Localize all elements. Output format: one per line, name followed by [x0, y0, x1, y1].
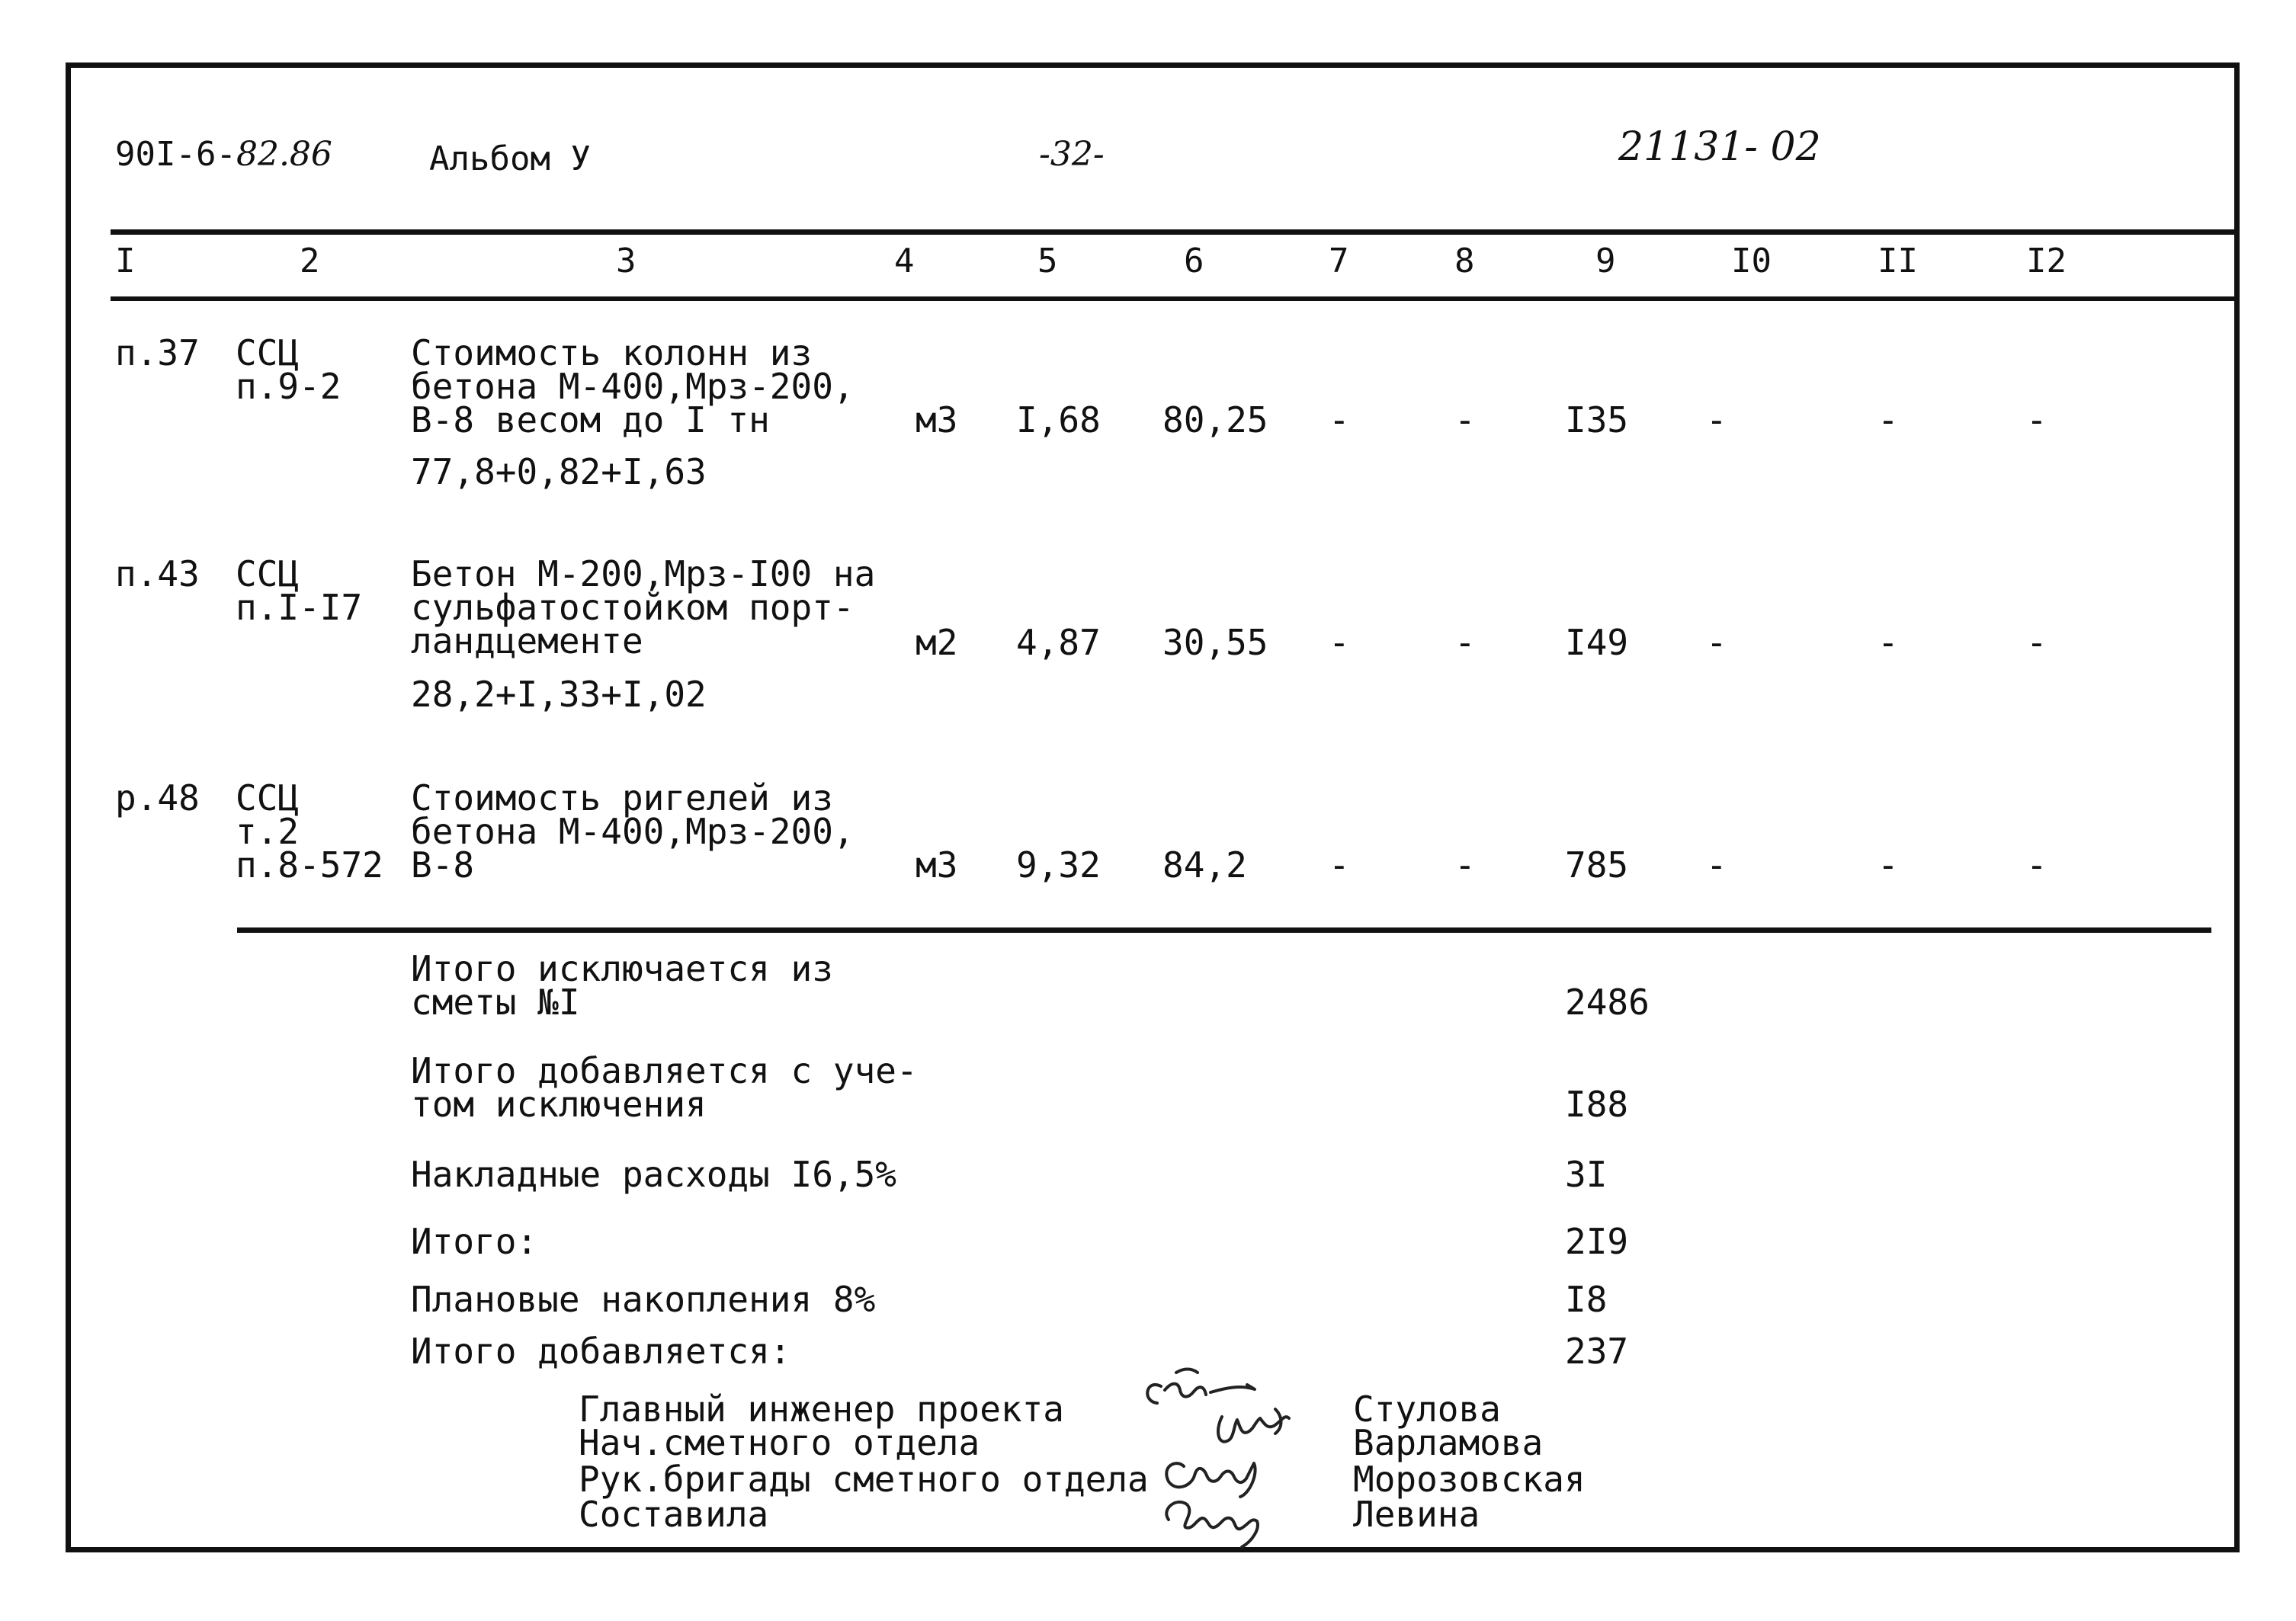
page-number: -32-: [1039, 135, 1105, 174]
col-number-5: 5: [1037, 242, 1058, 280]
row-basis: ССЦ п.I-I7: [236, 553, 363, 628]
summary-value: I88: [1565, 1084, 1629, 1125]
col-number-9: 9: [1595, 242, 1616, 280]
row-col10: -: [1706, 622, 1727, 663]
row-col12: -: [2026, 622, 2047, 663]
row-price: 84,2: [1162, 844, 1247, 886]
col-number-2: 2: [300, 242, 320, 280]
row-total: I35: [1565, 399, 1629, 440]
handwritten-signatures: [1130, 1356, 1359, 1554]
signature-role: Составила: [579, 1494, 769, 1535]
row-description: Стоимость ригелей из бетона М-400,Мрз-200, В-8: [411, 777, 855, 886]
summary-label: Накладные расходы I6,5%: [411, 1154, 896, 1195]
signature-name: Стулова: [1353, 1389, 1501, 1430]
header-rule-top: [111, 229, 2237, 235]
col-number-10: I0: [1731, 242, 1772, 280]
col-number-11: II: [1878, 242, 1918, 280]
row-col8: -: [1454, 844, 1476, 886]
row-col7: -: [1329, 399, 1350, 440]
document-code: [115, 135, 332, 174]
col-number-1: I: [115, 242, 136, 280]
col-number-3: 3: [616, 242, 637, 280]
summary-label: Итого добавляется с уче- том исключения: [411, 1050, 918, 1125]
document-sheet: [66, 62, 2240, 1552]
summary-value: I8: [1565, 1279, 1608, 1320]
row-total: I49: [1565, 622, 1629, 663]
signature-name: Варламова: [1353, 1422, 1544, 1463]
summary-value: 2I9: [1565, 1221, 1629, 1262]
signature-role: Нач.сметного отдела: [579, 1422, 980, 1463]
col-number-7: 7: [1329, 242, 1349, 280]
row-price: 80,25: [1162, 399, 1268, 440]
signature-name: Левина: [1353, 1494, 1480, 1535]
album-label: Альбом У: [429, 139, 591, 178]
signature-name: Морозовская: [1353, 1459, 1586, 1500]
summary-label: Итого исключается из сметы №I: [411, 948, 833, 1023]
document-code-handwritten: 82.86: [236, 135, 332, 174]
row-col11: -: [1878, 622, 1899, 663]
document-code-printed: 90I-6-: [115, 135, 236, 174]
header-rule-bottom: [111, 296, 2237, 301]
row-col7: -: [1329, 622, 1350, 663]
col-number-6: 6: [1184, 242, 1204, 280]
row-col7: -: [1329, 844, 1350, 886]
row-col11: -: [1878, 844, 1899, 886]
row-unit: м3: [916, 399, 958, 440]
row-unit: м3: [916, 844, 958, 886]
row-description: Бетон М-200,Мрз-I00 на сульфатостойком порт- ландцементе: [411, 553, 876, 662]
row-description: Стоимость колонн из бетона М-400,Мрз-200, В-8 весом до I тн: [411, 332, 855, 440]
summary-label: Итого:: [411, 1221, 538, 1262]
summary-value: 237: [1565, 1331, 1629, 1372]
row-col10: -: [1706, 844, 1727, 886]
row-unit: м2: [916, 622, 958, 663]
row-item: п.43: [115, 553, 200, 594]
row-qty: 4,87: [1016, 622, 1101, 663]
row-qty: 9,32: [1016, 844, 1101, 886]
col-number-8: 8: [1454, 242, 1475, 280]
row-col11: -: [1878, 399, 1899, 440]
row-item: р.48: [115, 777, 200, 819]
row-col12: -: [2026, 844, 2047, 886]
summary-value: 2486: [1565, 982, 1650, 1023]
row-basis: ССЦ п.9-2: [236, 332, 342, 407]
signature-role: Главный инженер проекта: [579, 1389, 1064, 1430]
summary-value: 3I: [1565, 1154, 1608, 1195]
summary-label: Итого добавляется:: [411, 1331, 791, 1372]
row-col10: -: [1706, 399, 1727, 440]
col-number-4: 4: [894, 242, 915, 280]
row-calc: 77,8+0,82+I,63: [411, 451, 707, 492]
row-basis: ССЦ т.2 п.8-572: [236, 777, 383, 886]
row-col8: -: [1454, 622, 1476, 663]
row-calc: 28,2+I,33+I,02: [411, 674, 707, 715]
col-number-12: I2: [2026, 242, 2067, 280]
row-total: 785: [1565, 844, 1629, 886]
row-qty: I,68: [1016, 399, 1101, 440]
summary-rule: [237, 927, 2211, 933]
row-col12: -: [2026, 399, 2047, 440]
row-price: 30,55: [1162, 622, 1268, 663]
summary-label: Плановые накопления 8%: [411, 1279, 876, 1320]
signature-role: Рук.бригады сметного отдела: [579, 1459, 1149, 1500]
row-item: п.37: [115, 332, 200, 373]
doc-number: 21131- 02: [1618, 124, 1821, 170]
row-col8: -: [1454, 399, 1476, 440]
